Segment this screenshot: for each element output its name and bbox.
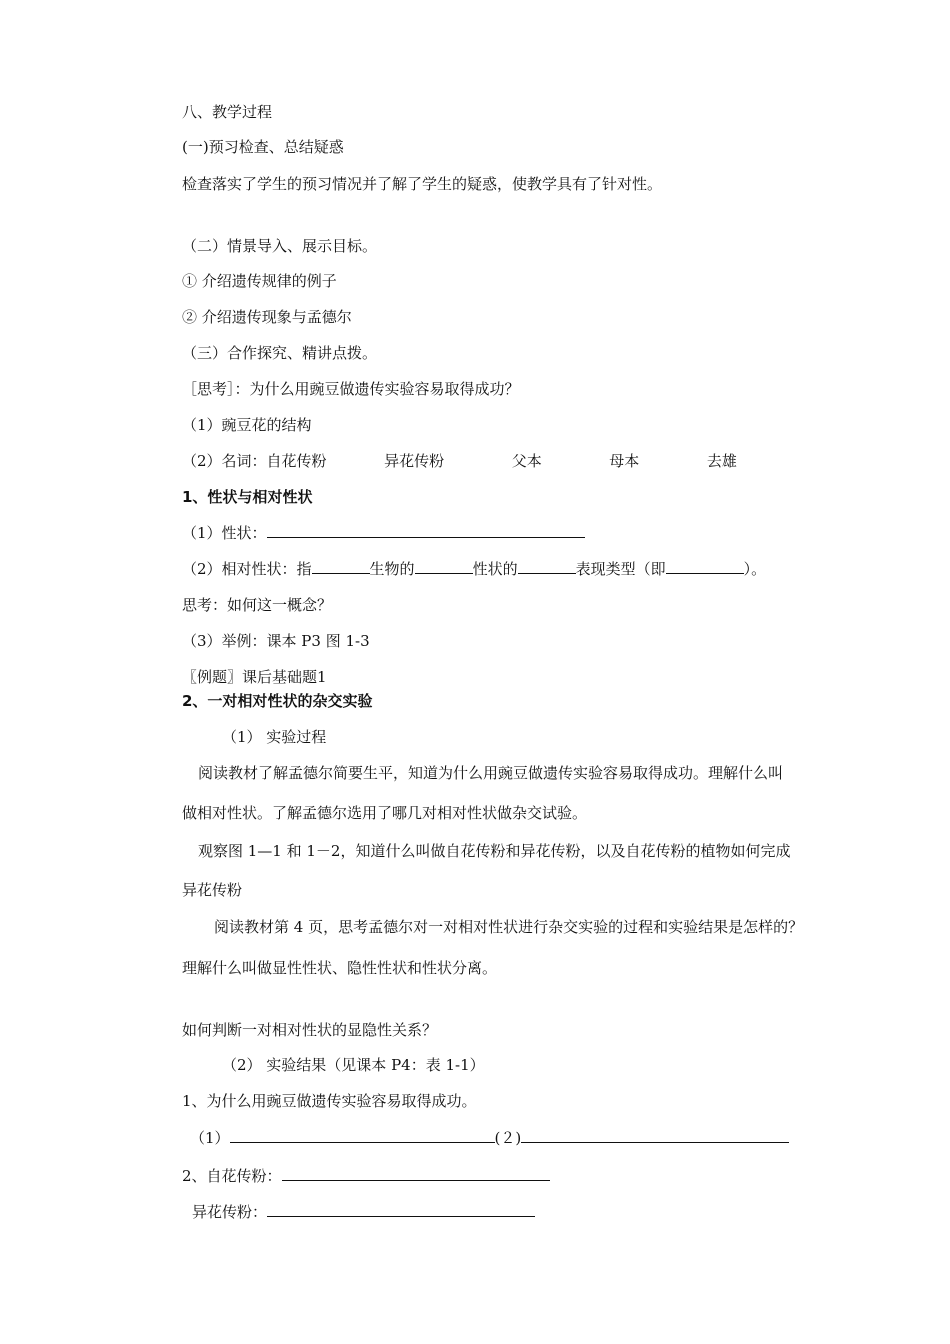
example-exercise: 〖例题〗课后基础题1 bbox=[182, 668, 327, 686]
blank-line[interactable] bbox=[230, 1128, 495, 1143]
fill-label: (２) bbox=[494, 1129, 522, 1147]
blank-line[interactable] bbox=[518, 559, 576, 574]
fill-in-line bbox=[182, 523, 585, 543]
blank-line[interactable] bbox=[666, 559, 744, 574]
fill-label: （2）相对性状：指 bbox=[182, 560, 312, 578]
paragraph-text: 理解什么叫做显性性状、隐性性状和性状分离。 bbox=[182, 959, 498, 977]
section-heading-traits: 1、性状与相对性状 bbox=[182, 488, 313, 506]
blank-line[interactable] bbox=[521, 1128, 789, 1143]
thinking-question: ［思考］：为什么用豌豆做遗传实验容易取得成功？ bbox=[182, 380, 520, 398]
blank-line[interactable] bbox=[267, 523, 585, 538]
blank-line[interactable] bbox=[282, 1166, 550, 1181]
term-emasculation: 去雄 bbox=[706, 452, 737, 470]
fill-label: 异花传粉： bbox=[192, 1203, 268, 1221]
blank-line[interactable] bbox=[267, 1202, 535, 1217]
subheading-cooperative-inquiry: （三）合作探究、精讲点拨。 bbox=[182, 344, 378, 362]
paragraph-text: 阅读教材第 4 页，思考孟德尔对一对相对性状进行杂交实验的过程和实验结果是怎样的？ bbox=[214, 918, 804, 936]
fill-in-line bbox=[182, 559, 766, 579]
blank-line[interactable] bbox=[415, 559, 473, 574]
fill-label: （1） bbox=[190, 1129, 230, 1147]
terms-line bbox=[182, 451, 737, 471]
term-cross-pollination: 异花传粉 bbox=[384, 452, 445, 470]
paragraph-text: 做相对性状。了解孟德尔选用了哪几对相对性状做杂交试验。 bbox=[182, 804, 588, 822]
subsection-experiment-process: （1） 实验过程 bbox=[222, 728, 327, 746]
fill-label: 2、自花传粉： bbox=[182, 1167, 282, 1185]
fill-in-line bbox=[190, 1128, 789, 1148]
fill-in-line bbox=[182, 1166, 550, 1186]
example-reference: （3）举例：课本 P3 图 1-3 bbox=[182, 632, 370, 650]
subheading-preview-check: (一)预习检查、总结疑惑 bbox=[182, 138, 344, 156]
subsection-experiment-result: （2） 实验结果（见课本 P4：表 1-1） bbox=[222, 1056, 485, 1074]
thinking-prompt: 思考：如何这一概念？ bbox=[182, 596, 333, 614]
question-text: 如何判断一对相对性状的显隐性关系？ bbox=[182, 1021, 438, 1039]
paragraph-text: 异花传粉 bbox=[182, 881, 243, 899]
list-item: ① 介绍遗传规律的例子 bbox=[182, 272, 337, 290]
list-item: ② 介绍遗传现象与孟德尔 bbox=[182, 308, 352, 326]
subheading-scenario-intro: （二）情景导入、展示目标。 bbox=[182, 237, 378, 255]
fill-label: 表现类型（即 bbox=[575, 560, 666, 578]
question-text: 1、为什么用豌豆做遗传实验容易取得成功。 bbox=[182, 1092, 477, 1110]
terms-prefix: （2）名词：自花传粉 bbox=[182, 452, 327, 470]
paragraph-text: 检查落实了学生的预习情况并了解了学生的疑惑，使教学具有了针对性。 bbox=[182, 175, 663, 193]
fill-label: （1）性状： bbox=[182, 524, 267, 542]
term-female-parent: 母本 bbox=[609, 452, 640, 470]
fill-in-line bbox=[192, 1202, 535, 1222]
term-male-parent: 父本 bbox=[511, 452, 542, 470]
section-heading-teaching-process: 八、教学过程 bbox=[182, 103, 273, 121]
paragraph-text: 观察图 1—1 和 1－2，知道什么叫做自花传粉和异花传粉，以及自花传粉的植物如何完成 bbox=[198, 842, 791, 860]
fill-label: 性状的 bbox=[472, 560, 518, 578]
section-heading-hybrid-experiment: 2、一对相对性状的杂交实验 bbox=[182, 692, 373, 710]
fill-label: ）。 bbox=[743, 560, 767, 578]
blank-line[interactable] bbox=[312, 559, 370, 574]
paragraph-text: 阅读教材了解孟德尔简要生平，知道为什么用豌豆做遗传实验容易取得成功。理解什么叫 bbox=[198, 764, 784, 782]
list-item: （1）豌豆花的结构 bbox=[182, 416, 312, 434]
fill-label: 生物的 bbox=[369, 560, 415, 578]
